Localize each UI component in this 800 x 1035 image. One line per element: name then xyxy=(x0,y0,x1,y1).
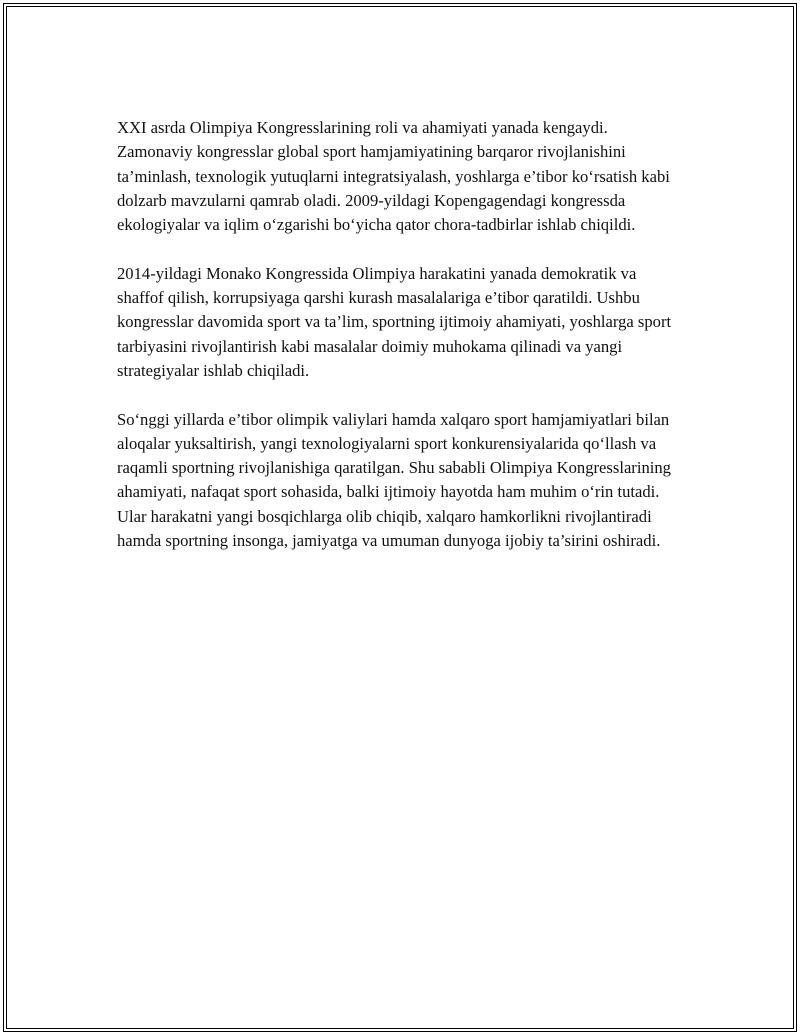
document-body xyxy=(117,116,687,578)
paragraph-3: So‘nggi yillarda e’tibor olimpik valiylari hamda xalqaro sport hamjamiyatlari bilan aloqalar yuksaltirish, yangi texnologiyalarni sport konkurensiyalarida qo‘llash va raqamli sportning rivojlanishiga qaratilgan. Shu sababli Olimpiya Kongresslarining ahamiyati, nafaqat sport sohasida, balki ijtimoiy hayotda ham muhim o‘rin tutadi. Ular harakatni yangi bosqichlarga olib chiqib, xalqaro hamkorlikni rivojlantiradi hamda sportning insonga, jamiyatga va umuman dunyoga ijobiy ta’sirini oshiradi. xyxy=(117,409,671,551)
paragraph-1: XXI asrda Olimpiya Kongresslarining roli va ahamiyati yanada kengaydi. Zamonaviy kongresslar global sport hamjamiyatining barqaror rivojlanishini ta’minlash, texnologik yutuqlarni integratsiyalash, yoshlarga e’tibor ko‘rsatish kabi dolzarb mavzularni qamrab oladi. 2009-yildagi Kopengagendagi kongressda ekologiyalar va iqlim o‘zgarishi bo‘yicha qator chora-tadbirlar ishlab chiqildi. xyxy=(117,118,670,235)
paragraph-2: 2014-yildagi Monako Kongressida Olimpiya harakatini yanada demokratik va shaffof qilish, korrupsiyaga qarshi kurash masalalariga e’tibor qaratildi. Ushbu kongresslar davomida sport va ta’lim, sportning ijtimoiy ahamiyati, yoshlarga sport tarbiyasini rivojlantirish kabi masalalar doimiy muhokama qilinadi va yangi strategiyalar ishlab chiqiladi. xyxy=(117,263,672,380)
